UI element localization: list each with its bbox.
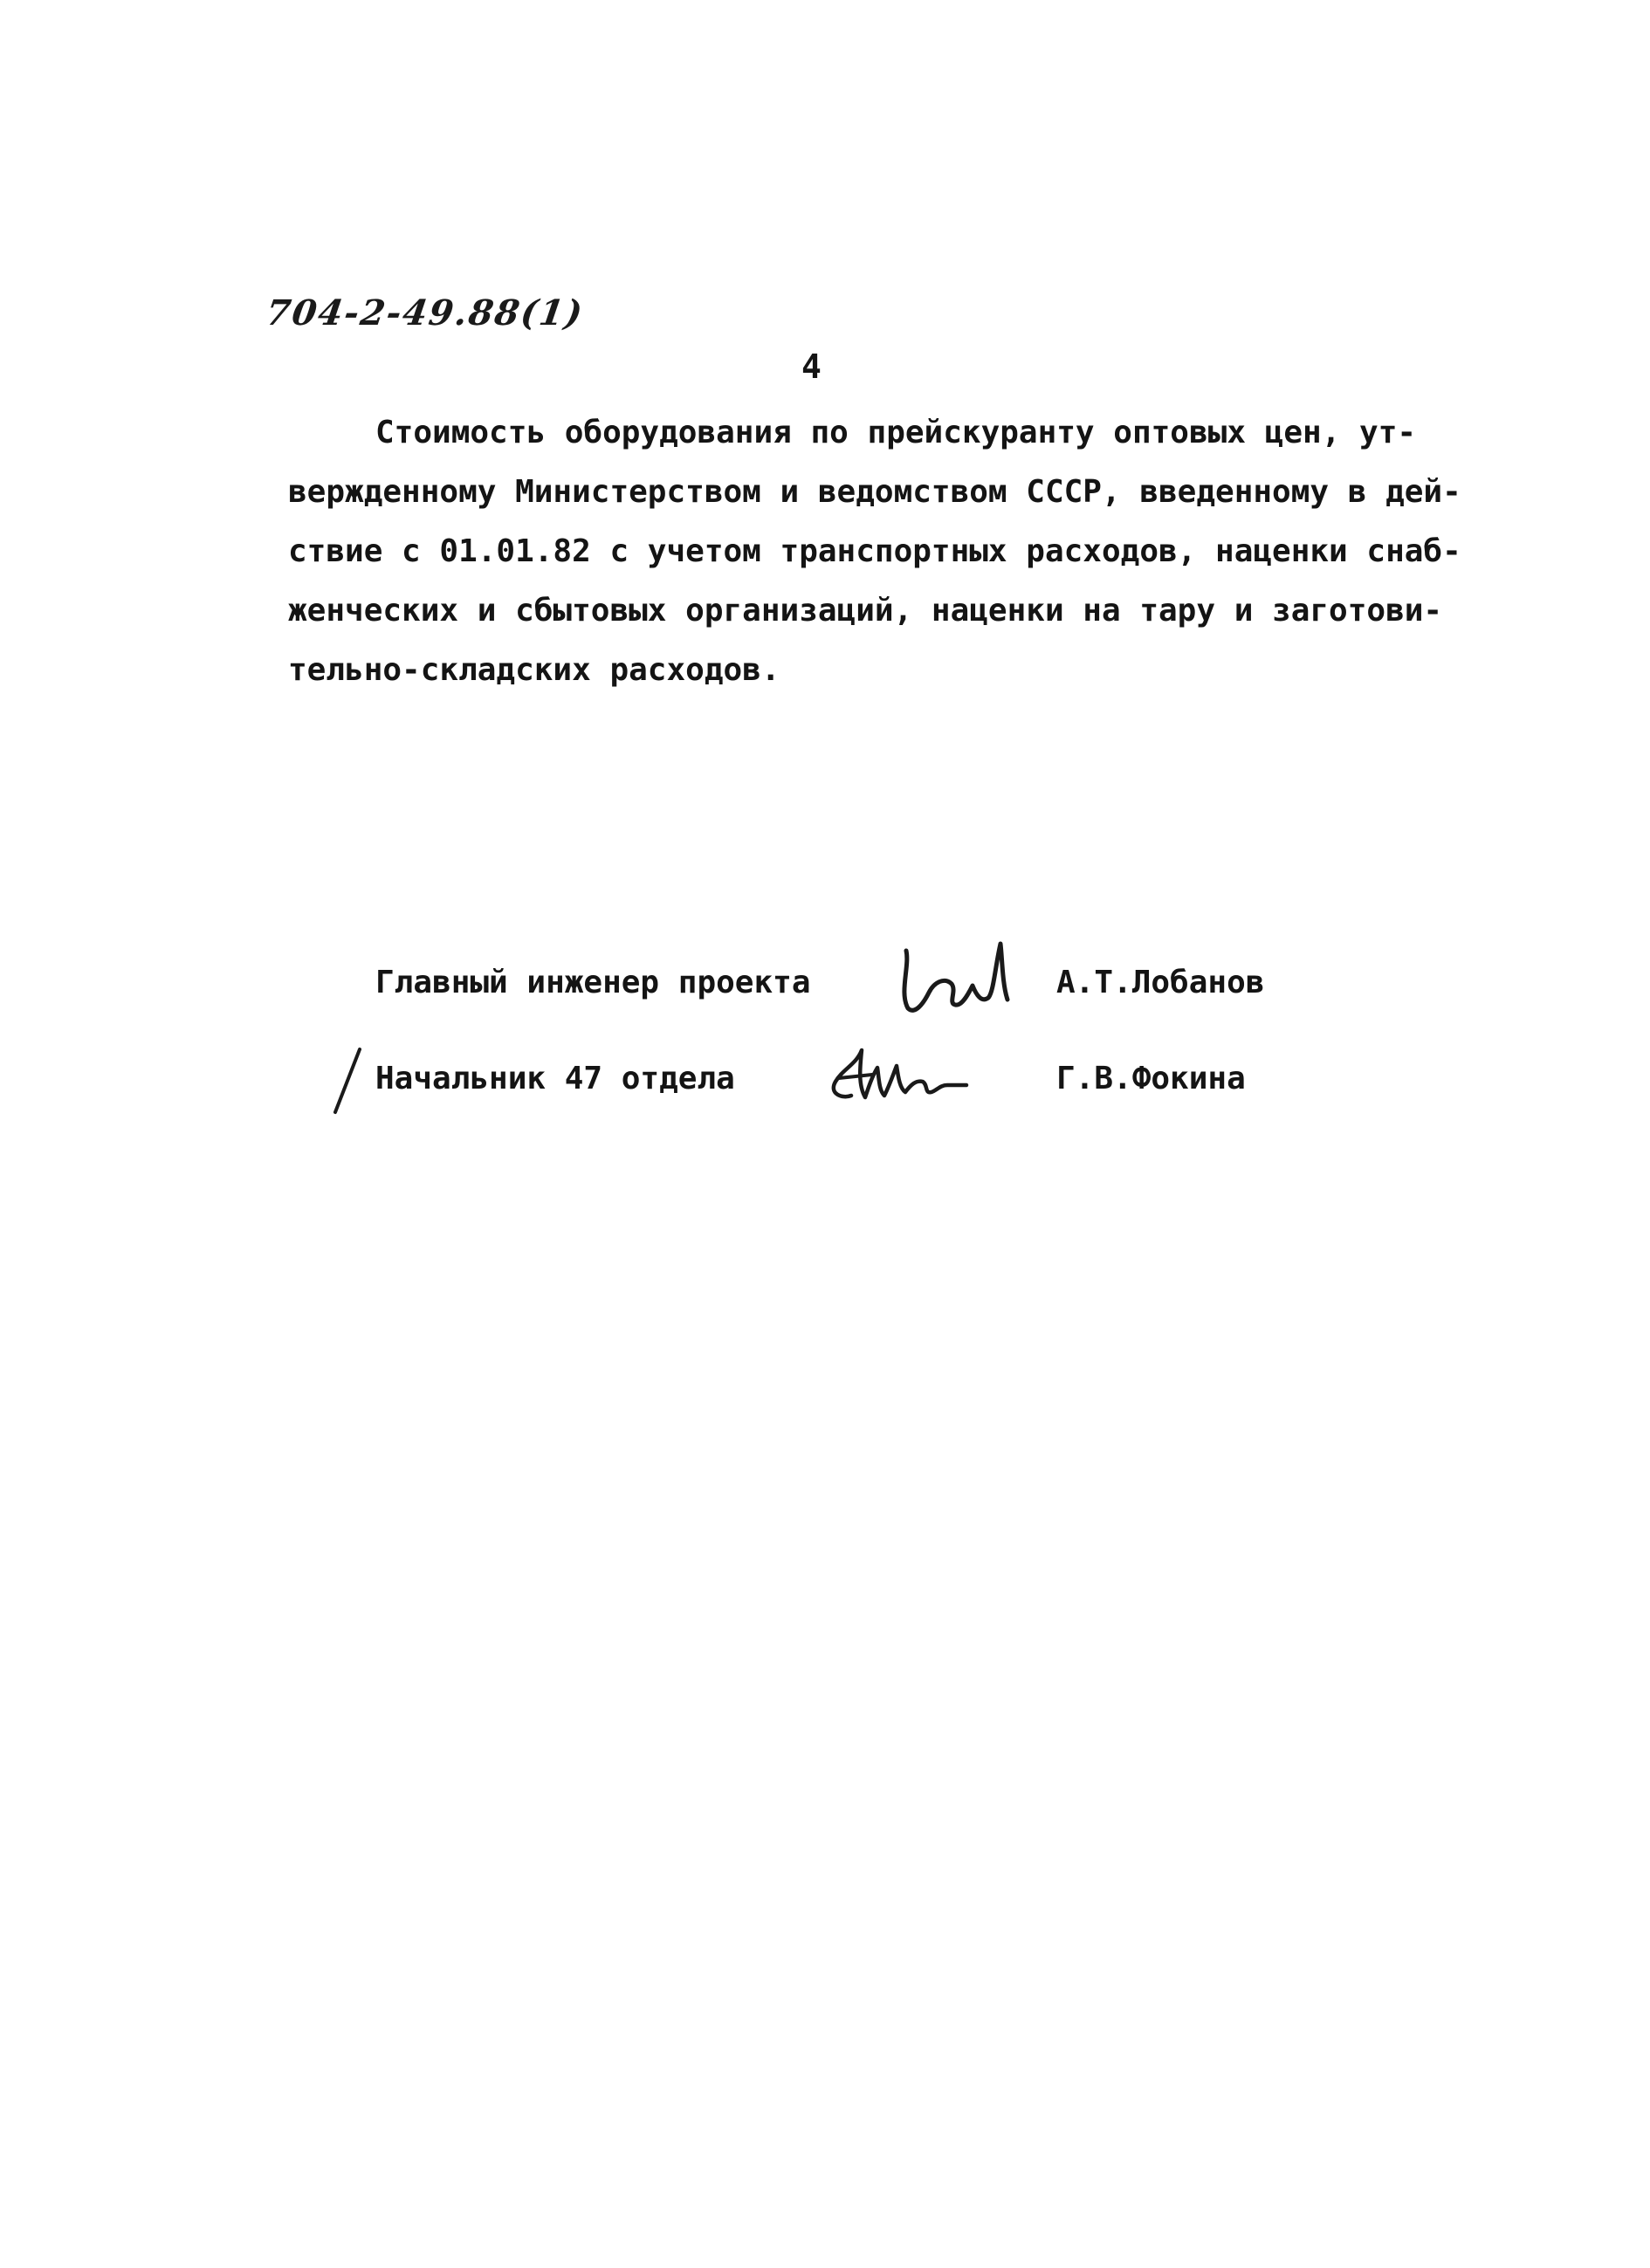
body-line: ствие с 01.01.82 с учетом транспортных расходов, наценки снаб- (288, 533, 1461, 569)
signature-block-chief-engineer (0, 938, 1650, 1026)
signature-block-department-head (0, 1034, 1650, 1122)
pen-stroke-mark (330, 1046, 365, 1116)
signature-title: Начальник 47 отдела (375, 1061, 735, 1096)
body-line: женческих и сбытовых организаций, наценки на тару и заготови- (288, 593, 1443, 629)
page-number: 4 (801, 347, 822, 386)
document-code: 704-2-49.88(1) (263, 292, 587, 333)
handwritten-signature-icon (816, 1041, 973, 1111)
signature-title: Главный инженер проекта (375, 965, 811, 1000)
body-line: Стоимость оборудования по прейскуранту оптовых цен, ут- (375, 415, 1417, 450)
handwritten-signature-icon (890, 931, 1021, 1014)
signatory-name: А.Т.Лобанов (1056, 965, 1265, 1000)
signatory-name: Г.В.Фокина (1056, 1061, 1246, 1096)
body-line: вержденному Министерством и ведомством СССР, введенному в дей- (288, 474, 1461, 510)
body-line: тельно-складских расходов. (288, 652, 780, 688)
